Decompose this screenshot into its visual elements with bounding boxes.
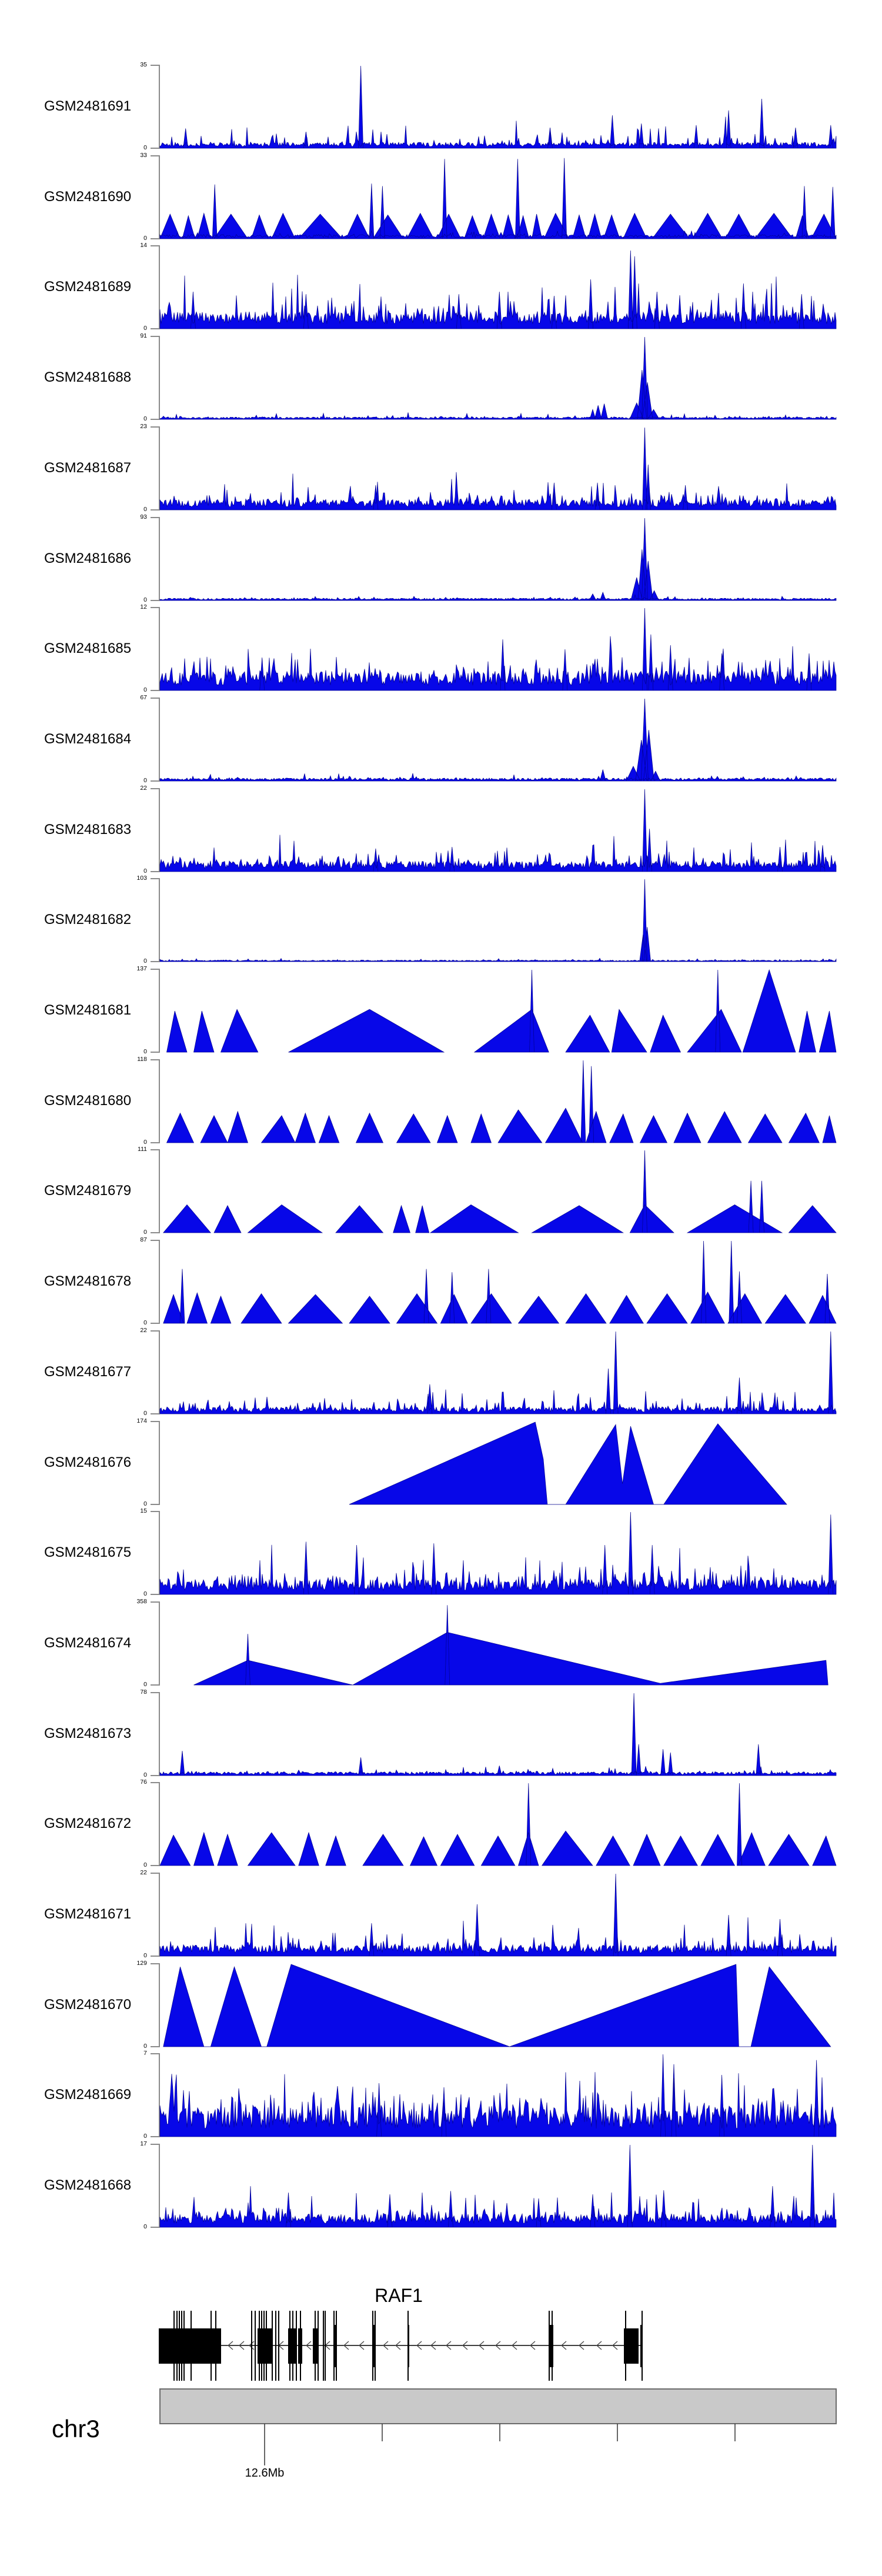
y-axis-zero-tick: [151, 871, 159, 872]
track-label: GSM2481672: [44, 1816, 132, 1831]
coverage-signal: [160, 158, 836, 239]
track-label: GSM2481679: [44, 1183, 132, 1199]
y-axis-top-tick: [151, 1873, 159, 1874]
gene-exon-box: [313, 2328, 318, 2364]
y-axis-top-tick: [151, 336, 159, 337]
coverage-signal: [160, 789, 836, 872]
y-axis-max-label: 12: [140, 603, 147, 610]
y-axis-zero-tick: [151, 600, 159, 601]
track-label: GSM2481676: [44, 1454, 132, 1470]
y-axis-zero-label: 0: [143, 1410, 147, 1417]
gene-exon-box: [258, 2328, 273, 2364]
coverage-signal: [160, 2054, 836, 2137]
coverage-signal: [349, 1422, 787, 1504]
coverage-signal: [160, 2145, 836, 2227]
y-axis-zero-label: 0: [143, 1952, 147, 1959]
y-axis-zero-tick: [151, 1323, 159, 1324]
gene-exon-box: [159, 2328, 221, 2364]
track-label: GSM2481680: [44, 1093, 132, 1109]
y-axis-max-label: 14: [140, 242, 147, 249]
transcript-tick: [278, 2311, 279, 2381]
signal-area: [160, 969, 836, 1053]
y-axis-zero-label: 0: [143, 1500, 147, 1507]
y-axis-top-tick: [151, 788, 159, 789]
y-axis-top-tick: [151, 1240, 159, 1241]
signal-area: [160, 1601, 836, 1686]
y-axis-max-label: 76: [140, 1778, 147, 1786]
y-axis-zero-label: 0: [143, 957, 147, 965]
y-axis-zero-tick: [151, 419, 159, 420]
genome-axis-tick-label: 12.6Mb: [245, 2467, 285, 2480]
track-label: GSM2481683: [44, 822, 132, 837]
y-axis-max-label: 7: [143, 2050, 147, 2057]
y-axis-max-label: 67: [140, 694, 147, 701]
coverage-signal: [160, 1783, 836, 1866]
track-label: GSM2481678: [44, 1273, 132, 1289]
y-axis-zero-tick: [151, 780, 159, 782]
coverage-signal: [163, 1964, 831, 2047]
y-axis-zero-label: 0: [143, 415, 147, 422]
y-axis-top-tick: [151, 155, 159, 156]
track-label: GSM2481681: [44, 1002, 132, 1018]
track-label: GSM2481690: [44, 189, 132, 205]
chromosome-label: chr3: [52, 2415, 100, 2442]
y-axis-zero-tick: [151, 1232, 159, 1233]
signal-area: [160, 245, 836, 329]
y-axis-zero-label: 0: [143, 1319, 147, 1326]
y-axis-zero-tick: [151, 1594, 159, 1595]
y-axis-top-tick: [151, 1782, 159, 1783]
track-label: GSM2481677: [44, 1364, 132, 1380]
gene-exon-bar: [372, 2325, 375, 2367]
y-axis-zero-label: 0: [143, 1861, 147, 1868]
y-axis-zero-label: 0: [143, 144, 147, 151]
coverage-signal: [167, 1060, 837, 1143]
y-axis-max-label: 78: [140, 1689, 147, 1696]
y-axis-top-tick: [151, 878, 159, 879]
signal-area: [160, 1511, 836, 1595]
coverage-signal: [160, 699, 836, 781]
signal-area: [160, 155, 836, 239]
y-axis-zero-tick: [151, 961, 159, 962]
transcript-tick: [275, 2311, 276, 2381]
y-axis-zero-label: 0: [143, 506, 147, 513]
signal-area: [160, 1692, 836, 1776]
y-axis-zero-tick: [151, 2227, 159, 2228]
y-axis-zero-label: 0: [143, 777, 147, 784]
gene-exon-bar: [640, 2325, 643, 2367]
y-axis-zero-tick: [151, 2046, 159, 2047]
track-label: GSM2481689: [44, 279, 132, 295]
signal-area: [160, 1330, 836, 1414]
coverage-signal: [167, 970, 837, 1052]
track-label: GSM2481670: [44, 1997, 132, 2013]
coverage-signal: [160, 518, 836, 600]
y-axis-max-label: 35: [140, 61, 147, 68]
y-axis-zero-label: 0: [143, 2043, 147, 2050]
coverage-signal: [160, 1693, 836, 1776]
y-axis-max-label: 22: [140, 785, 147, 792]
y-axis-zero-tick: [151, 148, 159, 149]
gene-exon-bar: [333, 2325, 336, 2367]
y-axis-max-label: 137: [136, 965, 147, 972]
y-axis-top-tick: [151, 426, 159, 428]
y-axis-zero-tick: [151, 1413, 159, 1414]
coverage-signal: [160, 1512, 836, 1594]
signal-area: [160, 607, 836, 691]
y-axis-max-label: 22: [140, 1327, 147, 1334]
signal-area: [160, 788, 836, 872]
y-axis-max-label: 15: [140, 1507, 147, 1514]
track-label: GSM2481686: [44, 550, 132, 566]
y-axis-top-tick: [151, 2144, 159, 2145]
transcript-tick: [325, 2311, 326, 2381]
coverage-signal: [160, 428, 836, 510]
coverage-signal: [160, 1874, 836, 1956]
signal-area: [160, 1059, 836, 1143]
signal-area: [160, 65, 836, 149]
gene-exon-box: [624, 2328, 639, 2364]
y-axis-top-tick: [151, 517, 159, 518]
coverage-signal: [160, 879, 836, 962]
y-axis-zero-tick: [151, 2136, 159, 2137]
y-axis-top-tick: [151, 1692, 159, 1693]
y-axis-zero-tick: [151, 1865, 159, 1866]
transcript-tick: [323, 2311, 324, 2381]
y-axis-zero-label: 0: [143, 1681, 147, 1688]
y-axis-top-tick: [151, 969, 159, 970]
y-axis-zero-tick: [151, 1142, 159, 1143]
transcript-tick: [255, 2311, 256, 2381]
coverage-signal: [160, 337, 836, 419]
coverage-signal: [160, 1332, 836, 1414]
y-axis-top-tick: [151, 2053, 159, 2054]
signal-area: [160, 336, 836, 420]
track-label: GSM2481675: [44, 1544, 132, 1560]
y-axis-max-label: 22: [140, 1869, 147, 1876]
y-axis-top-tick: [151, 1059, 159, 1060]
track-label: GSM2481674: [44, 1635, 132, 1651]
y-axis-max-label: 87: [140, 1236, 147, 1243]
y-axis-max-label: 91: [140, 332, 147, 339]
track-label: GSM2481688: [44, 369, 132, 385]
signal-area: [160, 1963, 836, 2047]
y-axis-max-label: 33: [140, 152, 147, 159]
y-axis-max-label: 17: [140, 2140, 147, 2147]
signal-area: [160, 1421, 836, 1505]
signal-area: [160, 878, 836, 962]
y-axis-max-label: 358: [136, 1598, 147, 1605]
y-axis-zero-label: 0: [143, 1229, 147, 1236]
y-axis-top-tick: [151, 1330, 159, 1332]
gene-name-label: RAF1: [375, 2285, 423, 2306]
y-axis-top-tick: [151, 607, 159, 608]
y-axis-zero-label: 0: [143, 1771, 147, 1778]
y-axis-max-label: 111: [138, 1146, 147, 1153]
coverage-signal: [160, 608, 836, 690]
chromosome-ideogram: [0, 2382, 882, 2500]
signal-area: [160, 2053, 836, 2137]
track-label: GSM2481673: [44, 1726, 132, 1741]
y-axis-zero-tick: [151, 1504, 159, 1505]
y-axis-zero-tick: [151, 1052, 159, 1053]
y-axis-top-tick: [151, 1963, 159, 1964]
y-axis-max-label: 129: [136, 1960, 147, 1967]
track-label: GSM2481685: [44, 640, 132, 656]
gene-exon-box: [298, 2328, 302, 2364]
y-axis-top-tick: [151, 1149, 159, 1150]
y-axis-zero-label: 0: [143, 235, 147, 242]
gene-exon-box: [288, 2328, 297, 2364]
y-axis-zero-label: 0: [143, 2223, 147, 2230]
y-axis-top-tick: [151, 1601, 159, 1603]
signal-area: [160, 1782, 836, 1866]
gene-model-track: [0, 2282, 882, 2385]
signal-area: [160, 517, 836, 601]
y-axis-max-label: 103: [136, 875, 147, 882]
y-axis-zero-label: 0: [143, 1048, 147, 1055]
y-axis-top-tick: [151, 1511, 159, 1512]
signal-area: [160, 1873, 836, 1957]
y-axis-zero-tick: [151, 238, 159, 239]
signal-area: [160, 1149, 836, 1233]
y-axis-zero-label: 0: [143, 1139, 147, 1146]
y-axis-max-label: 118: [137, 1056, 147, 1063]
coverage-signal: [160, 66, 836, 148]
track-label: GSM2481671: [44, 1906, 132, 1922]
y-axis-zero-label: 0: [143, 325, 147, 332]
y-axis-max-label: 23: [140, 423, 147, 430]
coverage-signal: [194, 1605, 828, 1685]
y-axis-top-tick: [151, 65, 159, 66]
coverage-signal: [163, 1150, 836, 1233]
y-axis-zero-label: 0: [143, 1590, 147, 1597]
y-axis-zero-label: 0: [143, 867, 147, 875]
track-label: GSM2481682: [44, 912, 132, 927]
coverage-signal: [163, 1241, 836, 1323]
y-axis-zero-tick: [151, 328, 159, 329]
y-axis-top-tick: [151, 698, 159, 699]
gene-exon-bar: [549, 2325, 553, 2367]
y-axis-zero-tick: [151, 1775, 159, 1776]
coverage-signal: [160, 251, 836, 329]
y-axis-zero-label: 0: [143, 596, 147, 603]
gene-exon-bar: [407, 2325, 409, 2367]
track-label: GSM2481684: [44, 731, 132, 747]
y-axis-zero-label: 0: [143, 686, 147, 693]
transcript-tick: [336, 2311, 337, 2381]
track-label: GSM2481687: [44, 460, 132, 476]
y-axis-max-label: 174: [136, 1417, 147, 1424]
y-axis-zero-tick: [151, 690, 159, 691]
signal-area: [160, 1240, 836, 1324]
ideogram-bar: [160, 2389, 836, 2424]
y-axis-zero-label: 0: [143, 2133, 147, 2140]
y-axis-zero-tick: [151, 1684, 159, 1686]
y-axis-zero-tick: [151, 509, 159, 510]
signal-area: [160, 2144, 836, 2228]
y-axis-zero-tick: [151, 1956, 159, 1957]
y-axis-top-tick: [151, 245, 159, 246]
transcript-tick: [251, 2311, 252, 2381]
track-label: GSM2481691: [44, 98, 132, 114]
signal-area: [160, 426, 836, 510]
track-label: GSM2481668: [44, 2177, 132, 2193]
track-label: GSM2481669: [44, 2087, 132, 2103]
y-axis-top-tick: [151, 1421, 159, 1422]
y-axis-max-label: 93: [140, 513, 147, 520]
signal-area: [160, 698, 836, 782]
